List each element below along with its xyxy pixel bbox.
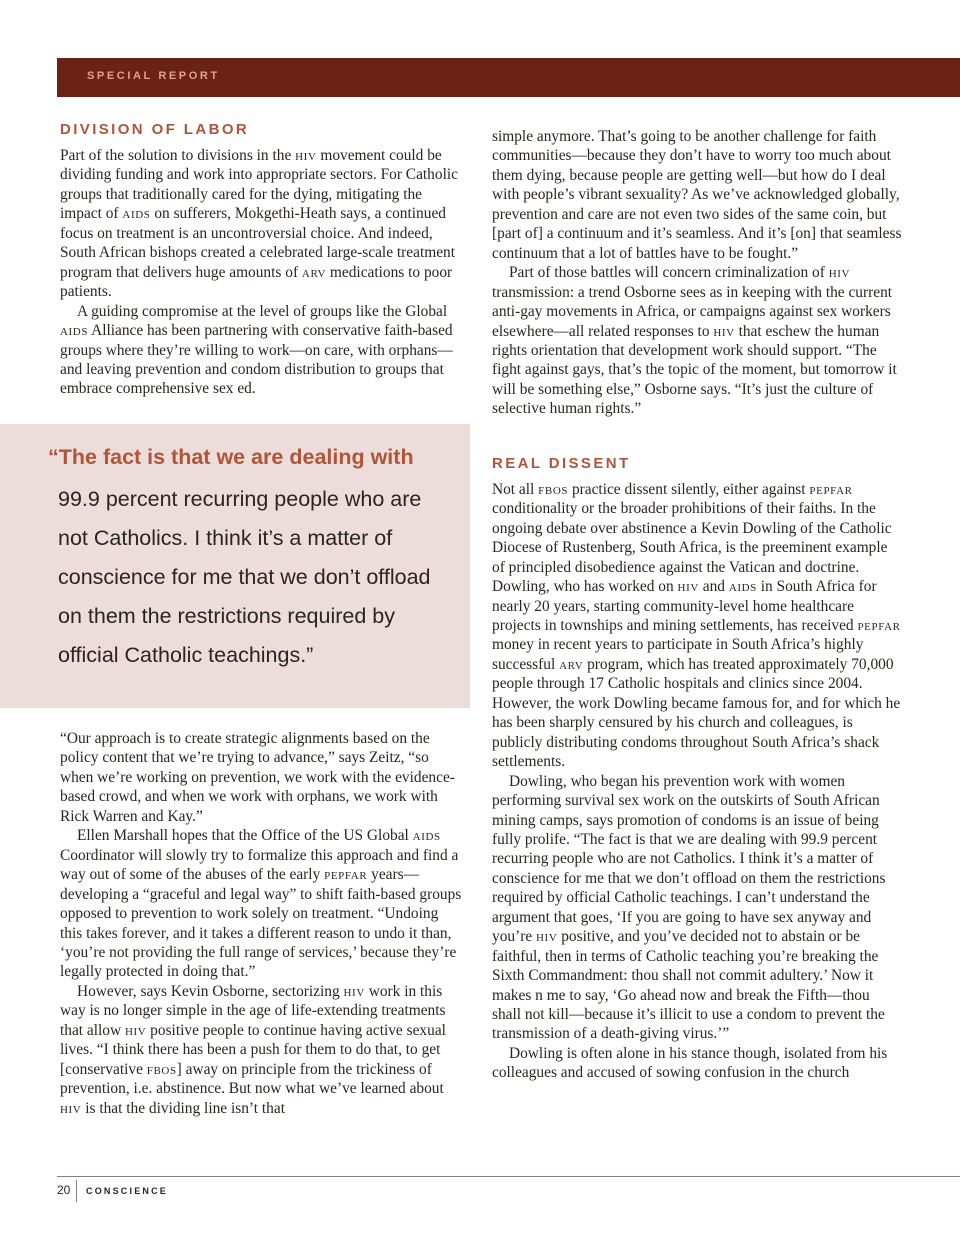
acronym: hiv [713,322,735,340]
pull-quote-line: conscience for me that we don’t offload [58,565,431,589]
acronym: hiv [536,928,558,946]
acronym: aids [122,205,151,223]
pull-quote-body [58,480,463,675]
pull-quote [0,424,470,708]
pull-quote-line: official Catholic teachings.” [58,643,314,667]
magazine-name: CONSCIENCE [86,1186,169,1196]
heading-division-of-labor: DIVISION OF LABOR [60,121,250,138]
pull-quote-line: on them the restrictions required by [58,604,395,628]
page-number: 20 [57,1183,71,1197]
acronym: aids [60,322,89,340]
acronym: hiv [343,982,365,1000]
acronym: pepfar [809,480,853,498]
acronym: arv [301,263,327,281]
pull-quote-lead: “The fact is that we are dealing with [48,445,414,469]
section-label: SPECIAL REPORT [87,70,220,82]
right-column [492,127,902,1083]
paragraph: A guiding compromise at the level of groups like the Global aids Alliance has been partnering with conservative faith-based groups where they’re willing to work—on care, with orphans—and leaving prevention and condom distribution to groups that embrace comprehensive sex ed. [60,302,453,398]
acronym: pepfar [857,616,901,634]
pull-quote-line: 99.9 percent recurring people who are [58,487,422,511]
paragraph: Part of those battles will concern criminalization of hiv transmission: a trend Osborne sees as in keeping with the current anti-gay movements in Africa, or campaigns against sex workers elsewhere—all related responses to hiv that eschew the human rights orientation that development work should support. “The fight against gays, that’s the topic of the moment, but tomorrow it will be something else,” Osborne says. “It’s just the culture of selective human rights.” [492,264,897,418]
acronym: hiv [295,147,317,164]
paragraph: simple anymore. That’s going to be another challenge for faith communities—because they don’t have to worry too much about them dying, because people are getting well—but how do I deal with people’s vibrant sexuality? As we’ve acknowledged globally, prevention and care are not even two sides of the same coin, but [part of] a continuum and it’s seamless. And it’s [on] that seamless continuum that a lot of battles have to be fought.” [492,128,902,262]
paragraph: Part of the solution to divisions in the hiv movement could be dividing funding and work into appropriate sectors. For Catholic groups that traditionally cared for the dying, mitigating the impact of aids on sufferers, Mokgethi-Heath says, a continued focus on treatment is an uncontroversial choice. And indeed, South African bishops created a celebrated large-scale treatment program that delivers huge amounts of arv medications to poor patients. [60,147,458,301]
acronym: aids [412,827,441,845]
acronym: arv [559,655,584,673]
left-column-bottom [60,729,464,1118]
paragraph: “Our approach is to create strategic alignments based on the policy content that we’re trying to advance,” says Zeitz, “so when we’re working on prevention, we work with the evidence-based crowd, and when we work with orphans, we work with Rick Warren and Kay.” [60,730,455,825]
acronym: pepfar [324,866,368,884]
paragraph: Dowling, who began his prevention work with women performing survival sex work on the outskirts of South African mining camps, says promotion of condoms is an issue of being fully prolife. “The fact is that we are dealing with 99.9 percent recurring people who are not Catholics. I think it’s a matter of conscience for me that we don’t offload on them the restrictions required by official Catholic teachings. I can’t understand the argument that goes, ‘If you are going to have sex anyway and you’re hiv positive, and you’ve decided not to abstain or be faithful, then in terms of Catholic teaching you’re breaking the Sixth Commandment: thou shall not commit adultery.’ Now it makes n me to say, ‘Go ahead now and break the Fifth—thou shall not kill—because it’s illicit to use a condom to prevent the transmission of a death-giving virus.’” [492,772,886,1043]
pull-quote-line: not Catholics. I think it’s a matter of [58,526,393,550]
acronym: hiv [828,264,851,282]
spacer [492,419,902,455]
acronym: aids [728,578,757,596]
paragraph: Dowling is often alone in his stance though, isolated from his colleagues and accused of sowing confusion in the church [492,1044,888,1082]
paragraph: However, says Kevin Osborne, sectorizing hiv work in this way is no longer simple in the age of life-extending treatments that allow hiv positive people to continue having active sexual lives. “I think there has been a push for them to do that, to get [conservative fbos] away on principle from the trickiness of prevention, i.e. abstinence. But now what we’ve learned about hiv is that the dividing line isn’t that [60,982,446,1117]
heading-real-dissent: REAL DISSENT [492,454,631,472]
acronym: hiv [60,1099,82,1117]
paragraph: Not all fbos practice dissent silently, either against pepfar conditionality or the broader prohibitions of their faiths. In the ongoing debate over abstinence a Kevin Dowling of the Catholic Diocese of Rustenberg, South Africa, is the preeminent example of principled disobedience against the Vatican and doctrine. Dowling, who has worked on hiv and aids in South Africa for nearly 20 years, starting community-level home healthcare projects in townships and mining settlements, has received pepfar money in recent years to participate in South Africa’s highly successful arv program, which has treated approximately 70,000 people through 17 Catholic hospitals and clinics since 2004. However, the work Dowling became famous for, and for which he has been sharply censured by his church and colleagues, is publicly distributing condoms throughout South Africa’s shack settlements. [492,480,901,771]
footer-divider [76,1180,77,1202]
footer-rule [57,1176,960,1177]
left-column-top [60,121,464,399]
acronym: hiv [124,1021,147,1039]
acronym: fbos [538,480,569,498]
section-banner [57,58,960,97]
acronym: hiv [677,578,699,596]
acronym: fbos [146,1060,177,1078]
paragraph: Ellen Marshall hopes that the Office of the US Global aids Coordinator will slowly try to formalize this approach and find a way out of some of the abuses of the early pepfar years—developing a “graceful and legal way” to shift faith-based groups opposed to prevention to work solely on treatment. “Undoing this takes forever, and it takes a different reason to undo it than, ‘you’re not providing the full range of services,’ because they’re legally protected in doing that.” [60,827,462,981]
